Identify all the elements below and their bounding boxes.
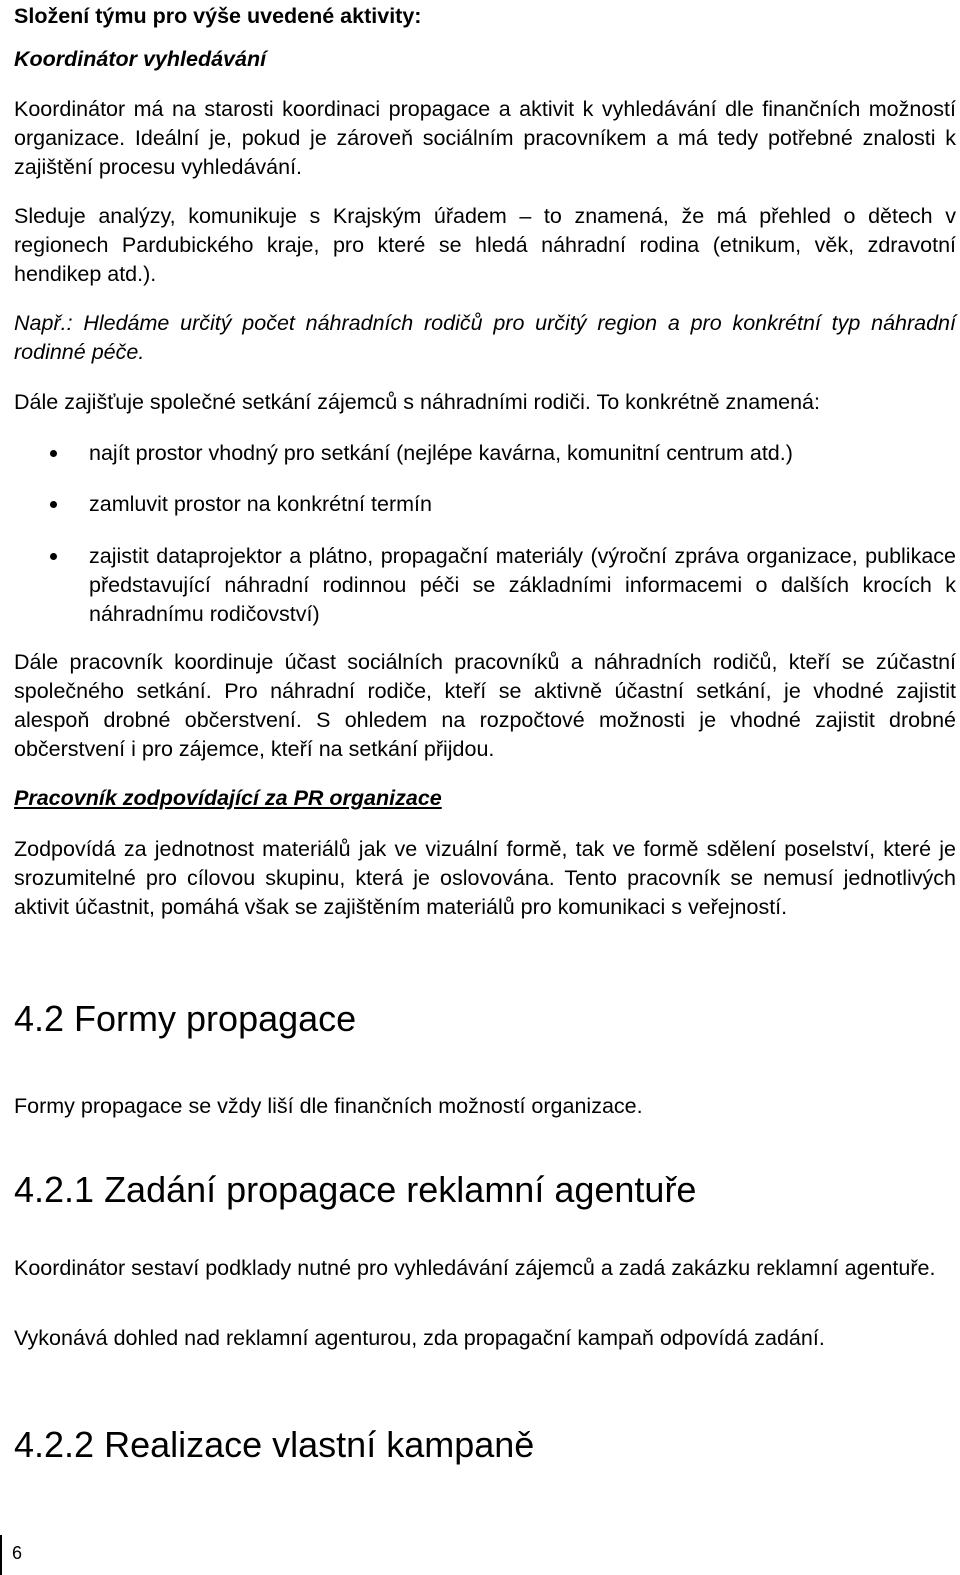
section-4-2-1-paragraph-2: Vykonává dohled nad reklamní agenturou, zda propagační kampaň odpovídá zadání. (14, 1326, 825, 1350)
bullet-text: zajistit dataprojektor a plátno, propagační materiály (výroční zpráva organizace, publikace představující náhradní rodinnou péči se základními informacemi o dalších krocích k náhradnímu rodičovství) (89, 544, 956, 626)
pr-worker-paragraph: Zodpovídá za jednotnost materiálů jak ve vizuální formě, tak ve formě sdělení poselství, které je srozumitelné pro cílovou skupinu, která je oslovována. Tento pracovník se nemusí jednotlivých aktivit účastnit, pomáhá však se zajištěním materiálů pro komunikaci s veřejností. (14, 837, 956, 919)
section-4-2-1-paragraph-1: Koordinátor sestaví podklady nutné pro vyhledávání zájemců a zadá zakázku reklamní agentuře. (14, 1256, 936, 1280)
coordinator-paragraph-3: Dále zajišťuje společné setkání zájemců s náhradními rodiči. To konkrétně znamená: (14, 390, 820, 414)
heading-4-2: 4.2 Formy propagace (14, 998, 357, 1039)
section-4-2-paragraph: Formy propagace se vždy liší dle finančních možností organizace. (14, 1094, 643, 1118)
coordinator-example: Např.: Hledáme určitý počet náhradních rodičů pro určitý region a pro konkrétní typ náhradní rodinné péče. (14, 311, 956, 364)
heading-4-2-1: 4.2.1 Zadání propagace reklamní agentuře (14, 1169, 697, 1210)
bullet-icon (50, 501, 57, 508)
bullet-icon (50, 450, 57, 457)
footer-divider (0, 1535, 2, 1575)
bullet-icon (50, 553, 57, 560)
bullet-text: najít prostor vhodný pro setkání (nejlépe kavárna, komunitní centrum atd.) (89, 441, 793, 465)
section-heading: Složení týmu pro výše uvedené aktivity: (14, 4, 422, 28)
coordinator-paragraph-4: Dále pracovník koordinuje účast sociálních pracovníků a náhradních rodičů, kteří se zúčastní společného setkání. Pro náhradní rodiče, kteří se aktivně účastní setkání, je vhodné zajistit alespoň drobné občerstvení. S ohledem na rozpočtové možnosti je vhodné zajistit drobné občerstvení i pro zájemce, kteří na setkání přijdou. (14, 650, 956, 761)
bullet-text: zamluvit prostor na konkrétní termín (89, 492, 432, 516)
coordinator-paragraph-1: Koordinátor má na starosti koordinaci propagace a aktivit k vyhledávání dle finančních možností organizace. Ideální je, pokud je zároveň sociálním pracovníkem a má tedy potřebné znalosti k zajištění procesu vyhledávání. (14, 97, 956, 179)
heading-4-2-2: 4.2.2 Realizace vlastní kampaně (14, 1424, 535, 1465)
coordinator-paragraph-2: Sleduje analýzy, komunikuje s Krajským úřadem – to znamená, že má přehled o dětech v regionech Pardubického kraje, pro které se hledá náhradní rodina (etnikum, věk, zdravotní hendikep atd.). (14, 204, 956, 286)
pr-worker-title: Pracovník zodpovídající za PR organizace (14, 786, 442, 810)
coordinator-title: Koordinátor vyhledávání (14, 47, 267, 71)
page-number: 6 (12, 1543, 23, 1563)
